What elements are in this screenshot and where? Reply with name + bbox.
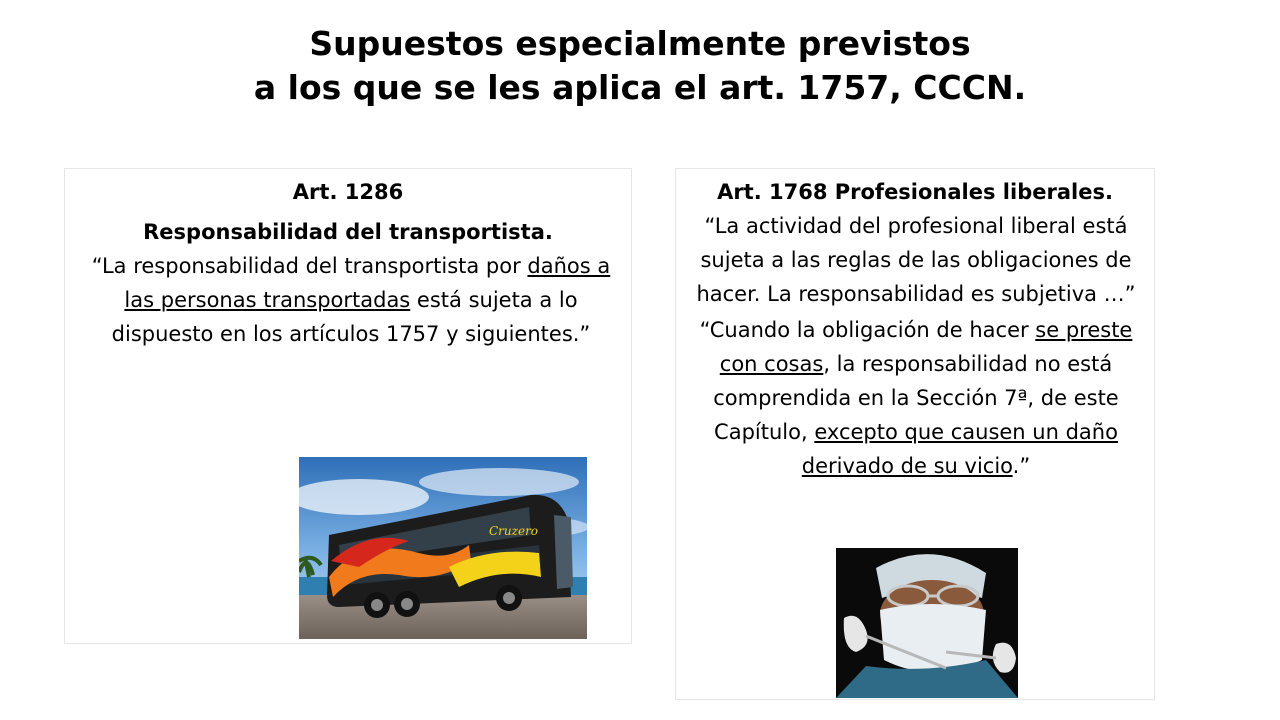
article-quote <box>65 249 631 351</box>
quote-2-text-c: .” <box>1012 454 1031 478</box>
bus-image <box>299 457 587 639</box>
quote-2-text-b: , la responsabilidad no está comprendida en la Sección 7ª, de este Capítulo, <box>713 352 1119 444</box>
article-heading: Art. 1768 Profesionales liberales. <box>717 180 1113 204</box>
title-line-2: a los que se les aplica el art. 1757, CCCN. <box>253 68 1027 107</box>
quote-text-end: está sujeta a lo dispuesto en los artículos 1757 y siguientes.” <box>111 288 591 346</box>
quote-underlined-text: daños a las personas transportadas <box>124 254 611 312</box>
article-number: Art. 1286 <box>292 180 404 204</box>
article-heading: Responsabilidad del transportista. <box>143 220 553 244</box>
article-quote-1: “La actividad del profesional liberal está sujeta a las reglas de las obligaciones de hacer. La responsabilidad es subjetiva …” <box>696 214 1136 306</box>
quote-text-start: “La responsabilidad del transportista por <box>91 254 528 278</box>
quote-2-text-a: “Cuando la obligación de hacer <box>699 318 1036 342</box>
svg-text:Cruzero: Cruzero <box>489 524 539 538</box>
surgeon-image <box>836 548 1018 698</box>
title-line-1: Supuestos especialmente previstos <box>309 24 971 63</box>
quote-2-underlined-1: se preste con cosas <box>719 318 1133 376</box>
quote-2-underlined-2: excepto que causen un daño derivado de su vicio <box>801 420 1118 478</box>
article-quote-2 <box>676 313 1154 483</box>
slide-title <box>0 22 1280 110</box>
